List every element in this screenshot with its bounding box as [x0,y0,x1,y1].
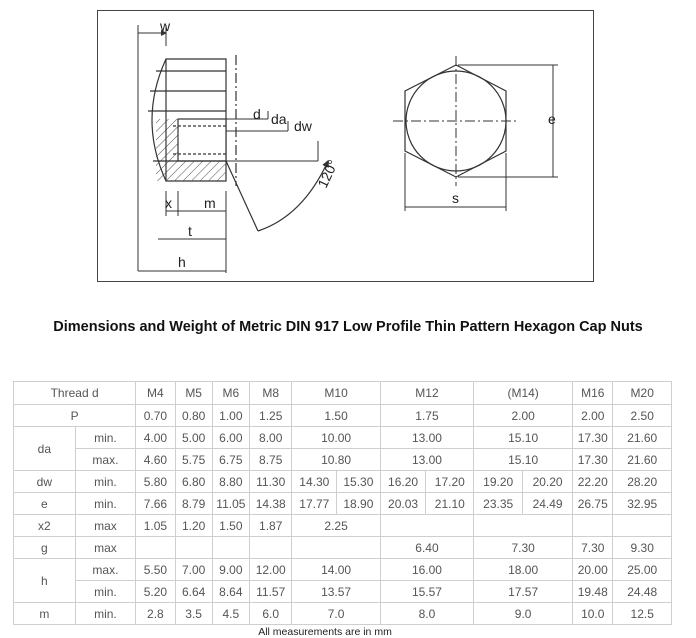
table-cell: 23.35 [474,493,523,515]
label-d: d [253,106,261,122]
table-cell: 5.20 [136,581,175,603]
table-cell: 17.30 [573,427,613,449]
table-cell: 6.00 [212,427,249,449]
table-row-da-max [14,449,672,471]
row-sublabel: max. [75,559,136,581]
table-cell: 10.80 [292,449,380,471]
row-sublabel: max. [75,449,136,471]
table-cell: 1.50 [292,405,380,427]
table-cell: 8.64 [212,581,249,603]
row-label: g [14,537,76,559]
table-cell: 7.66 [136,493,175,515]
table-cell: 5.80 [136,471,175,493]
table-cell: 8.79 [175,493,212,515]
table-cell: 24.49 [523,493,573,515]
table-cell: 12.00 [249,559,292,581]
table-cell: 25.00 [613,559,672,581]
header-size: M6 [212,382,249,405]
label-s: s [452,190,459,206]
label-da: da [271,111,287,127]
table-cell: 15.57 [380,581,474,603]
table-cell [380,515,474,537]
table-cell: 15.30 [337,471,381,493]
table-cell: 13.00 [380,449,474,471]
table-cell: 2.25 [292,515,380,537]
header-size: M4 [136,382,175,405]
table-cell: 17.57 [474,581,573,603]
row-label: h [14,559,76,603]
table-row-dw [14,471,672,493]
row-sublabel: max [75,515,136,537]
table-cell: 11.30 [249,471,292,493]
table-cell: 4.60 [136,449,175,471]
table-cell: 6.75 [212,449,249,471]
table-cell: 4.5 [212,603,249,625]
table-cell: 1.20 [175,515,212,537]
table-cell: 16.20 [380,471,426,493]
table-cell: 7.30 [474,537,573,559]
table-cell: 24.48 [613,581,672,603]
table-cell: 2.8 [136,603,175,625]
table-cell: 14.30 [292,471,337,493]
table-cell: 0.70 [136,405,175,427]
label-w: w [160,18,171,34]
table-cell: 2.50 [613,405,672,427]
table-cell [573,515,613,537]
table-row-e [14,493,672,515]
table-cell: 13.57 [292,581,380,603]
table-cell [474,515,573,537]
table-cell: 9.0 [474,603,573,625]
table-cell: 10.0 [573,603,613,625]
row-label: dw [14,471,76,493]
row-sublabel: min. [75,427,136,449]
table-row-g [14,537,672,559]
header-thread: Thread d [14,382,136,405]
table-row-m [14,603,672,625]
table-cell: 19.48 [573,581,613,603]
table-cell: 9.00 [212,559,249,581]
table-cell: 6.40 [380,537,474,559]
table-cell: 15.10 [474,449,573,471]
table-cell [175,537,212,559]
header-size: M16 [573,382,613,405]
table-cell: 21.60 [613,449,672,471]
row-sublabel: min. [75,471,136,493]
top-view [393,56,518,186]
table-row-h-min [14,581,672,603]
header-size: (M14) [474,382,573,405]
row-sublabel: min. [75,603,136,625]
table-cell: 14.00 [292,559,380,581]
header-size: M10 [292,382,380,405]
table-cell: 7.0 [292,603,380,625]
table-cell: 17.20 [426,471,474,493]
table-cell: 2.00 [573,405,613,427]
table-cell: 9.30 [613,537,672,559]
table-cell: 21.10 [426,493,474,515]
table-cell: 18.90 [337,493,381,515]
table-cell: 17.77 [292,493,337,515]
table-header-row [14,382,672,405]
table-cell: 28.20 [613,471,672,493]
table-cell: 1.05 [136,515,175,537]
table-cell: 11.57 [249,581,292,603]
table-cell: 2.00 [474,405,573,427]
cap-nut-drawing-svg [98,11,593,281]
table-row-x2 [14,515,672,537]
label-x: x [165,195,172,211]
table-row-p [14,405,672,427]
row-sublabel: min. [75,493,136,515]
row-label: da [14,427,76,471]
side-view [148,55,328,231]
table-row-h-max [14,559,672,581]
header-size: M8 [249,382,292,405]
measurement-note: All measurements are in mm [258,626,392,638]
label-angle: 120° [314,157,341,191]
table-cell: 11.05 [212,493,249,515]
table-cell: 1.00 [212,405,249,427]
row-label: P [14,405,136,427]
technical-drawing [97,10,594,282]
table-cell [292,537,380,559]
table-cell: 1.75 [380,405,474,427]
table-cell: 8.80 [212,471,249,493]
table-cell: 13.00 [380,427,474,449]
table-cell: 26.75 [573,493,613,515]
label-h: h [178,254,186,270]
table-cell: 0.80 [175,405,212,427]
table-cell: 10.00 [292,427,380,449]
header-size: M12 [380,382,474,405]
top-view-dimensions [405,65,558,211]
table-cell: 14.38 [249,493,292,515]
table-cell: 1.25 [249,405,292,427]
table-cell: 6.80 [175,471,212,493]
table-cell: 12.5 [613,603,672,625]
table-cell [249,537,292,559]
table-cell: 32.95 [613,493,672,515]
row-label: m [14,603,76,625]
table-cell: 18.00 [474,559,573,581]
table-cell: 20.03 [380,493,426,515]
table-cell: 21.60 [613,427,672,449]
table-cell: 20.20 [523,471,573,493]
header-size: M20 [613,382,672,405]
table-cell: 5.50 [136,559,175,581]
table-cell: 8.00 [249,427,292,449]
table-cell: 22.20 [573,471,613,493]
table-cell: 8.0 [380,603,474,625]
table-cell [136,537,175,559]
dimensions-table [13,381,672,625]
table-row-da-min [14,427,672,449]
table-cell: 7.00 [175,559,212,581]
label-m: m [204,195,216,211]
row-sublabel: min. [75,581,136,603]
table-cell: 4.00 [136,427,175,449]
row-sublabel: max [75,537,136,559]
table-cell: 8.75 [249,449,292,471]
table-cell: 20.00 [573,559,613,581]
page-title: Dimensions and Weight of Metric DIN 917 Low Profile Thin Pattern Hexagon Cap Nuts [53,319,643,335]
row-label: e [14,493,76,515]
label-e: e [548,111,556,127]
table-cell: 5.75 [175,449,212,471]
table-cell: 1.87 [249,515,292,537]
label-dw: dw [294,118,312,134]
row-label: x2 [14,515,76,537]
table-cell: 1.50 [212,515,249,537]
table-cell: 19.20 [474,471,523,493]
header-size: M5 [175,382,212,405]
table-cell: 3.5 [175,603,212,625]
table-cell: 17.30 [573,449,613,471]
table-cell [212,537,249,559]
table-cell [613,515,672,537]
table-cell: 6.64 [175,581,212,603]
table-cell: 16.00 [380,559,474,581]
table-cell: 6.0 [249,603,292,625]
label-t: t [188,223,192,239]
table-cell: 7.30 [573,537,613,559]
table-cell: 5.00 [175,427,212,449]
table-cell: 15.10 [474,427,573,449]
